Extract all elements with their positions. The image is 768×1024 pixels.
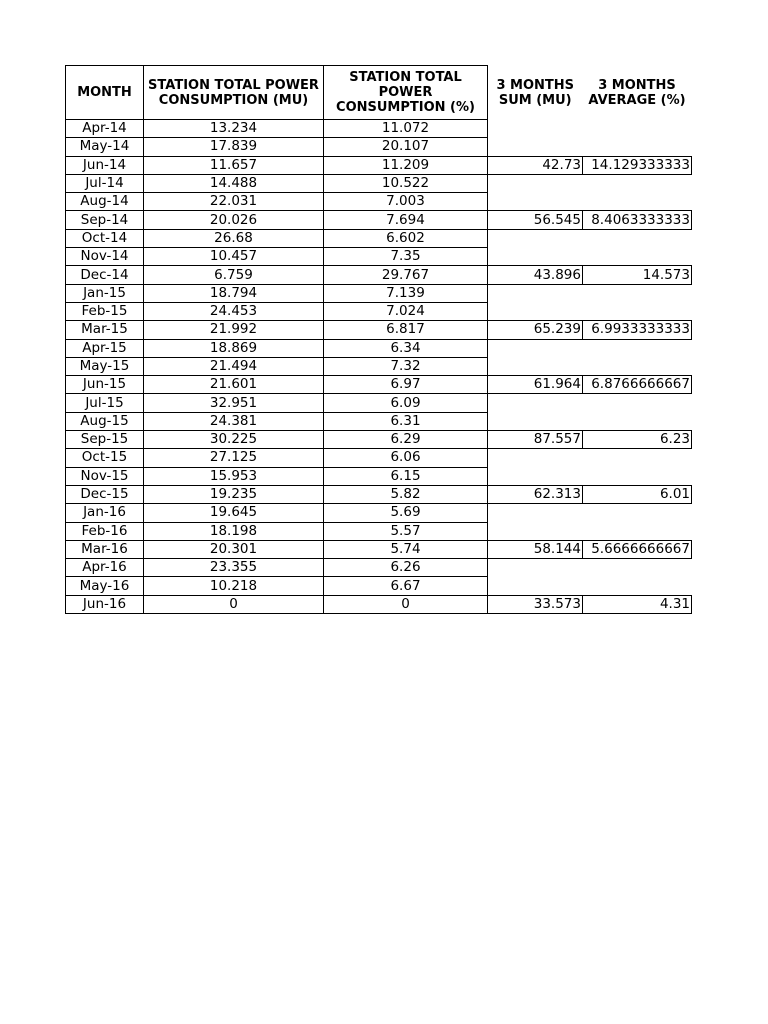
mu-cell: 21.601: [144, 376, 324, 394]
table-row: [66, 156, 692, 174]
three-month-average-cell: [583, 449, 692, 467]
three-month-average-cell: [583, 138, 692, 156]
power-consumption-table: [65, 65, 692, 614]
month-cell: May-15: [66, 357, 144, 375]
three-month-sum-cell: 62.313: [488, 485, 583, 503]
table-row: [66, 266, 692, 284]
three-month-sum-cell: 56.545: [488, 211, 583, 229]
month-cell: Jun-16: [66, 595, 144, 613]
table-row: [66, 449, 692, 467]
mu-cell: 21.494: [144, 357, 324, 375]
three-month-sum-cell: [488, 174, 583, 192]
mu-cell: 26.68: [144, 229, 324, 247]
mu-cell: 15.953: [144, 467, 324, 485]
mu-cell: 20.026: [144, 211, 324, 229]
percent-cell: 6.26: [324, 559, 488, 577]
percent-cell: 6.15: [324, 467, 488, 485]
percent-cell: 6.817: [324, 321, 488, 339]
three-month-sum-cell: 87.557: [488, 431, 583, 449]
table-row: [66, 504, 692, 522]
percent-cell: 6.09: [324, 394, 488, 412]
three-month-sum-cell: [488, 120, 583, 138]
mu-cell: 14.488: [144, 174, 324, 192]
three-month-sum-cell: [488, 577, 583, 595]
mu-cell: 22.031: [144, 193, 324, 211]
mu-cell: 10.457: [144, 248, 324, 266]
month-cell: Jun-14: [66, 156, 144, 174]
percent-cell: 7.139: [324, 284, 488, 302]
mu-cell: 18.869: [144, 339, 324, 357]
table-row: [66, 357, 692, 375]
percent-cell: 6.29: [324, 431, 488, 449]
month-cell: Feb-15: [66, 302, 144, 320]
month-cell: Oct-14: [66, 229, 144, 247]
month-cell: Feb-16: [66, 522, 144, 540]
month-cell: Mar-15: [66, 321, 144, 339]
table-row: [66, 412, 692, 430]
month-cell: Nov-15: [66, 467, 144, 485]
percent-cell: 6.67: [324, 577, 488, 595]
percent-cell: 5.57: [324, 522, 488, 540]
three-month-average-cell: [583, 522, 692, 540]
table-row: [66, 431, 692, 449]
three-month-average-cell: [583, 412, 692, 430]
month-cell: Oct-15: [66, 449, 144, 467]
month-cell: Dec-15: [66, 485, 144, 503]
table-row: [66, 595, 692, 613]
three-month-sum-cell: [488, 229, 583, 247]
table-row: [66, 394, 692, 412]
mu-cell: 21.992: [144, 321, 324, 339]
month-cell: Nov-14: [66, 248, 144, 266]
percent-cell: 5.82: [324, 485, 488, 503]
percent-cell: 6.06: [324, 449, 488, 467]
mu-cell: 17.839: [144, 138, 324, 156]
three-month-sum-cell: 43.896: [488, 266, 583, 284]
three-month-sum-cell: [488, 193, 583, 211]
three-month-sum-cell: [488, 504, 583, 522]
three-month-average-cell: [583, 284, 692, 302]
percent-cell: 6.34: [324, 339, 488, 357]
month-cell: Apr-16: [66, 559, 144, 577]
table-row: [66, 321, 692, 339]
table-row: [66, 229, 692, 247]
month-cell: Jan-15: [66, 284, 144, 302]
three-month-average-cell: 6.23: [583, 431, 692, 449]
three-month-sum-cell: [488, 559, 583, 577]
mu-cell: 27.125: [144, 449, 324, 467]
three-month-sum-cell: 65.239: [488, 321, 583, 339]
table-header: [66, 66, 692, 120]
header-row: [66, 66, 692, 120]
three-month-sum-cell: [488, 339, 583, 357]
table-row: [66, 522, 692, 540]
three-month-average-cell: [583, 339, 692, 357]
mu-cell: 32.951: [144, 394, 324, 412]
month-cell: Aug-15: [66, 412, 144, 430]
three-month-sum-cell: [488, 138, 583, 156]
table-row: [66, 577, 692, 595]
three-month-sum-cell: 33.573: [488, 595, 583, 613]
mu-cell: 18.794: [144, 284, 324, 302]
three-month-sum-cell: 58.144: [488, 540, 583, 558]
percent-cell: 6.602: [324, 229, 488, 247]
three-month-average-cell: [583, 193, 692, 211]
three-month-sum-cell: [488, 357, 583, 375]
mu-cell: 19.645: [144, 504, 324, 522]
three-month-average-cell: 6.01: [583, 485, 692, 503]
table-row: [66, 467, 692, 485]
three-month-average-cell: 6.8766666667: [583, 376, 692, 394]
mu-cell: 10.218: [144, 577, 324, 595]
table-row: [66, 284, 692, 302]
table-row: [66, 174, 692, 192]
percent-cell: 29.767: [324, 266, 488, 284]
table-row: [66, 138, 692, 156]
mu-cell: 13.234: [144, 120, 324, 138]
three-month-sum-header: 3 MONTHS SUM (MU): [496, 77, 575, 108]
three-month-average-header: 3 MONTHS AVERAGE (%): [588, 77, 686, 108]
percent-cell: 7.024: [324, 302, 488, 320]
table-row: [66, 559, 692, 577]
percent-cell: 7.694: [324, 211, 488, 229]
month-cell: Mar-16: [66, 540, 144, 558]
three-month-average-cell: 4.31: [583, 595, 692, 613]
month-cell: Jun-15: [66, 376, 144, 394]
mu-cell: 0: [144, 595, 324, 613]
three-month-average-cell: [583, 467, 692, 485]
three-month-sum-cell: [488, 394, 583, 412]
three-month-average-cell: [583, 302, 692, 320]
mu-column-header: STATION TOTAL POWER CONSUMPTION (MU): [144, 66, 324, 120]
month-cell: May-16: [66, 577, 144, 595]
month-cell: Jul-14: [66, 174, 144, 192]
percent-cell: 11.209: [324, 156, 488, 174]
table-row: [66, 120, 692, 138]
three-month-sum-cell: 61.964: [488, 376, 583, 394]
month-cell: Sep-14: [66, 211, 144, 229]
three-month-average-cell: [583, 559, 692, 577]
mu-cell: 30.225: [144, 431, 324, 449]
three-month-sum-cell: [488, 412, 583, 430]
three-month-average-cell: [583, 120, 692, 138]
three-month-average-cell: [583, 394, 692, 412]
three-month-sum-cell: [488, 467, 583, 485]
table-row: [66, 193, 692, 211]
percent-cell: 6.97: [324, 376, 488, 394]
table-row: [66, 485, 692, 503]
table-row: [66, 540, 692, 558]
table-row: [66, 302, 692, 320]
percent-cell: 0: [324, 595, 488, 613]
percent-cell: 6.31: [324, 412, 488, 430]
three-month-average-cell: [583, 504, 692, 522]
mu-cell: 6.759: [144, 266, 324, 284]
table-row: [66, 211, 692, 229]
percent-cell: 5.69: [324, 504, 488, 522]
percent-cell: 7.35: [324, 248, 488, 266]
three-month-sum-cell: [488, 449, 583, 467]
percent-cell: 11.072: [324, 120, 488, 138]
three-month-sum-cell: [488, 284, 583, 302]
month-cell: Jul-15: [66, 394, 144, 412]
three-month-sum-cell: [488, 302, 583, 320]
mu-cell: 11.657: [144, 156, 324, 174]
month-cell: May-14: [66, 138, 144, 156]
table-body: [66, 120, 692, 614]
month-cell: Sep-15: [66, 431, 144, 449]
percent-column-header: STATION TOTAL POWER CONSUMPTION (%): [324, 66, 488, 120]
percent-cell: 20.107: [324, 138, 488, 156]
table-row: [66, 376, 692, 394]
three-month-average-cell: [583, 174, 692, 192]
mu-cell: 20.301: [144, 540, 324, 558]
three-month-average-cell: 14.573: [583, 266, 692, 284]
three-month-average-cell: 8.4063333333: [583, 211, 692, 229]
month-cell: Apr-14: [66, 120, 144, 138]
month-column-header: MONTH: [66, 66, 144, 120]
three-month-average-cell: [583, 577, 692, 595]
mu-cell: 24.453: [144, 302, 324, 320]
three-month-average-cell: 14.129333333: [583, 156, 692, 174]
three-month-sum-cell: 42.73: [488, 156, 583, 174]
month-cell: Apr-15: [66, 339, 144, 357]
month-cell: Jan-16: [66, 504, 144, 522]
three-month-average-cell: [583, 248, 692, 266]
percent-cell: 7.32: [324, 357, 488, 375]
three-month-average-cell: 6.9933333333: [583, 321, 692, 339]
mu-cell: 23.355: [144, 559, 324, 577]
three-month-sum-cell: [488, 248, 583, 266]
three-month-average-cell: [583, 229, 692, 247]
month-cell: Aug-14: [66, 193, 144, 211]
month-cell: Dec-14: [66, 266, 144, 284]
percent-cell: 7.003: [324, 193, 488, 211]
percent-cell: 10.522: [324, 174, 488, 192]
table-row: [66, 248, 692, 266]
mu-cell: 24.381: [144, 412, 324, 430]
three-month-average-cell: 5.6666666667: [583, 540, 692, 558]
mu-cell: 19.235: [144, 485, 324, 503]
table-row: [66, 339, 692, 357]
three-month-average-cell: [583, 357, 692, 375]
mu-cell: 18.198: [144, 522, 324, 540]
three-month-sum-cell: [488, 522, 583, 540]
percent-cell: 5.74: [324, 540, 488, 558]
